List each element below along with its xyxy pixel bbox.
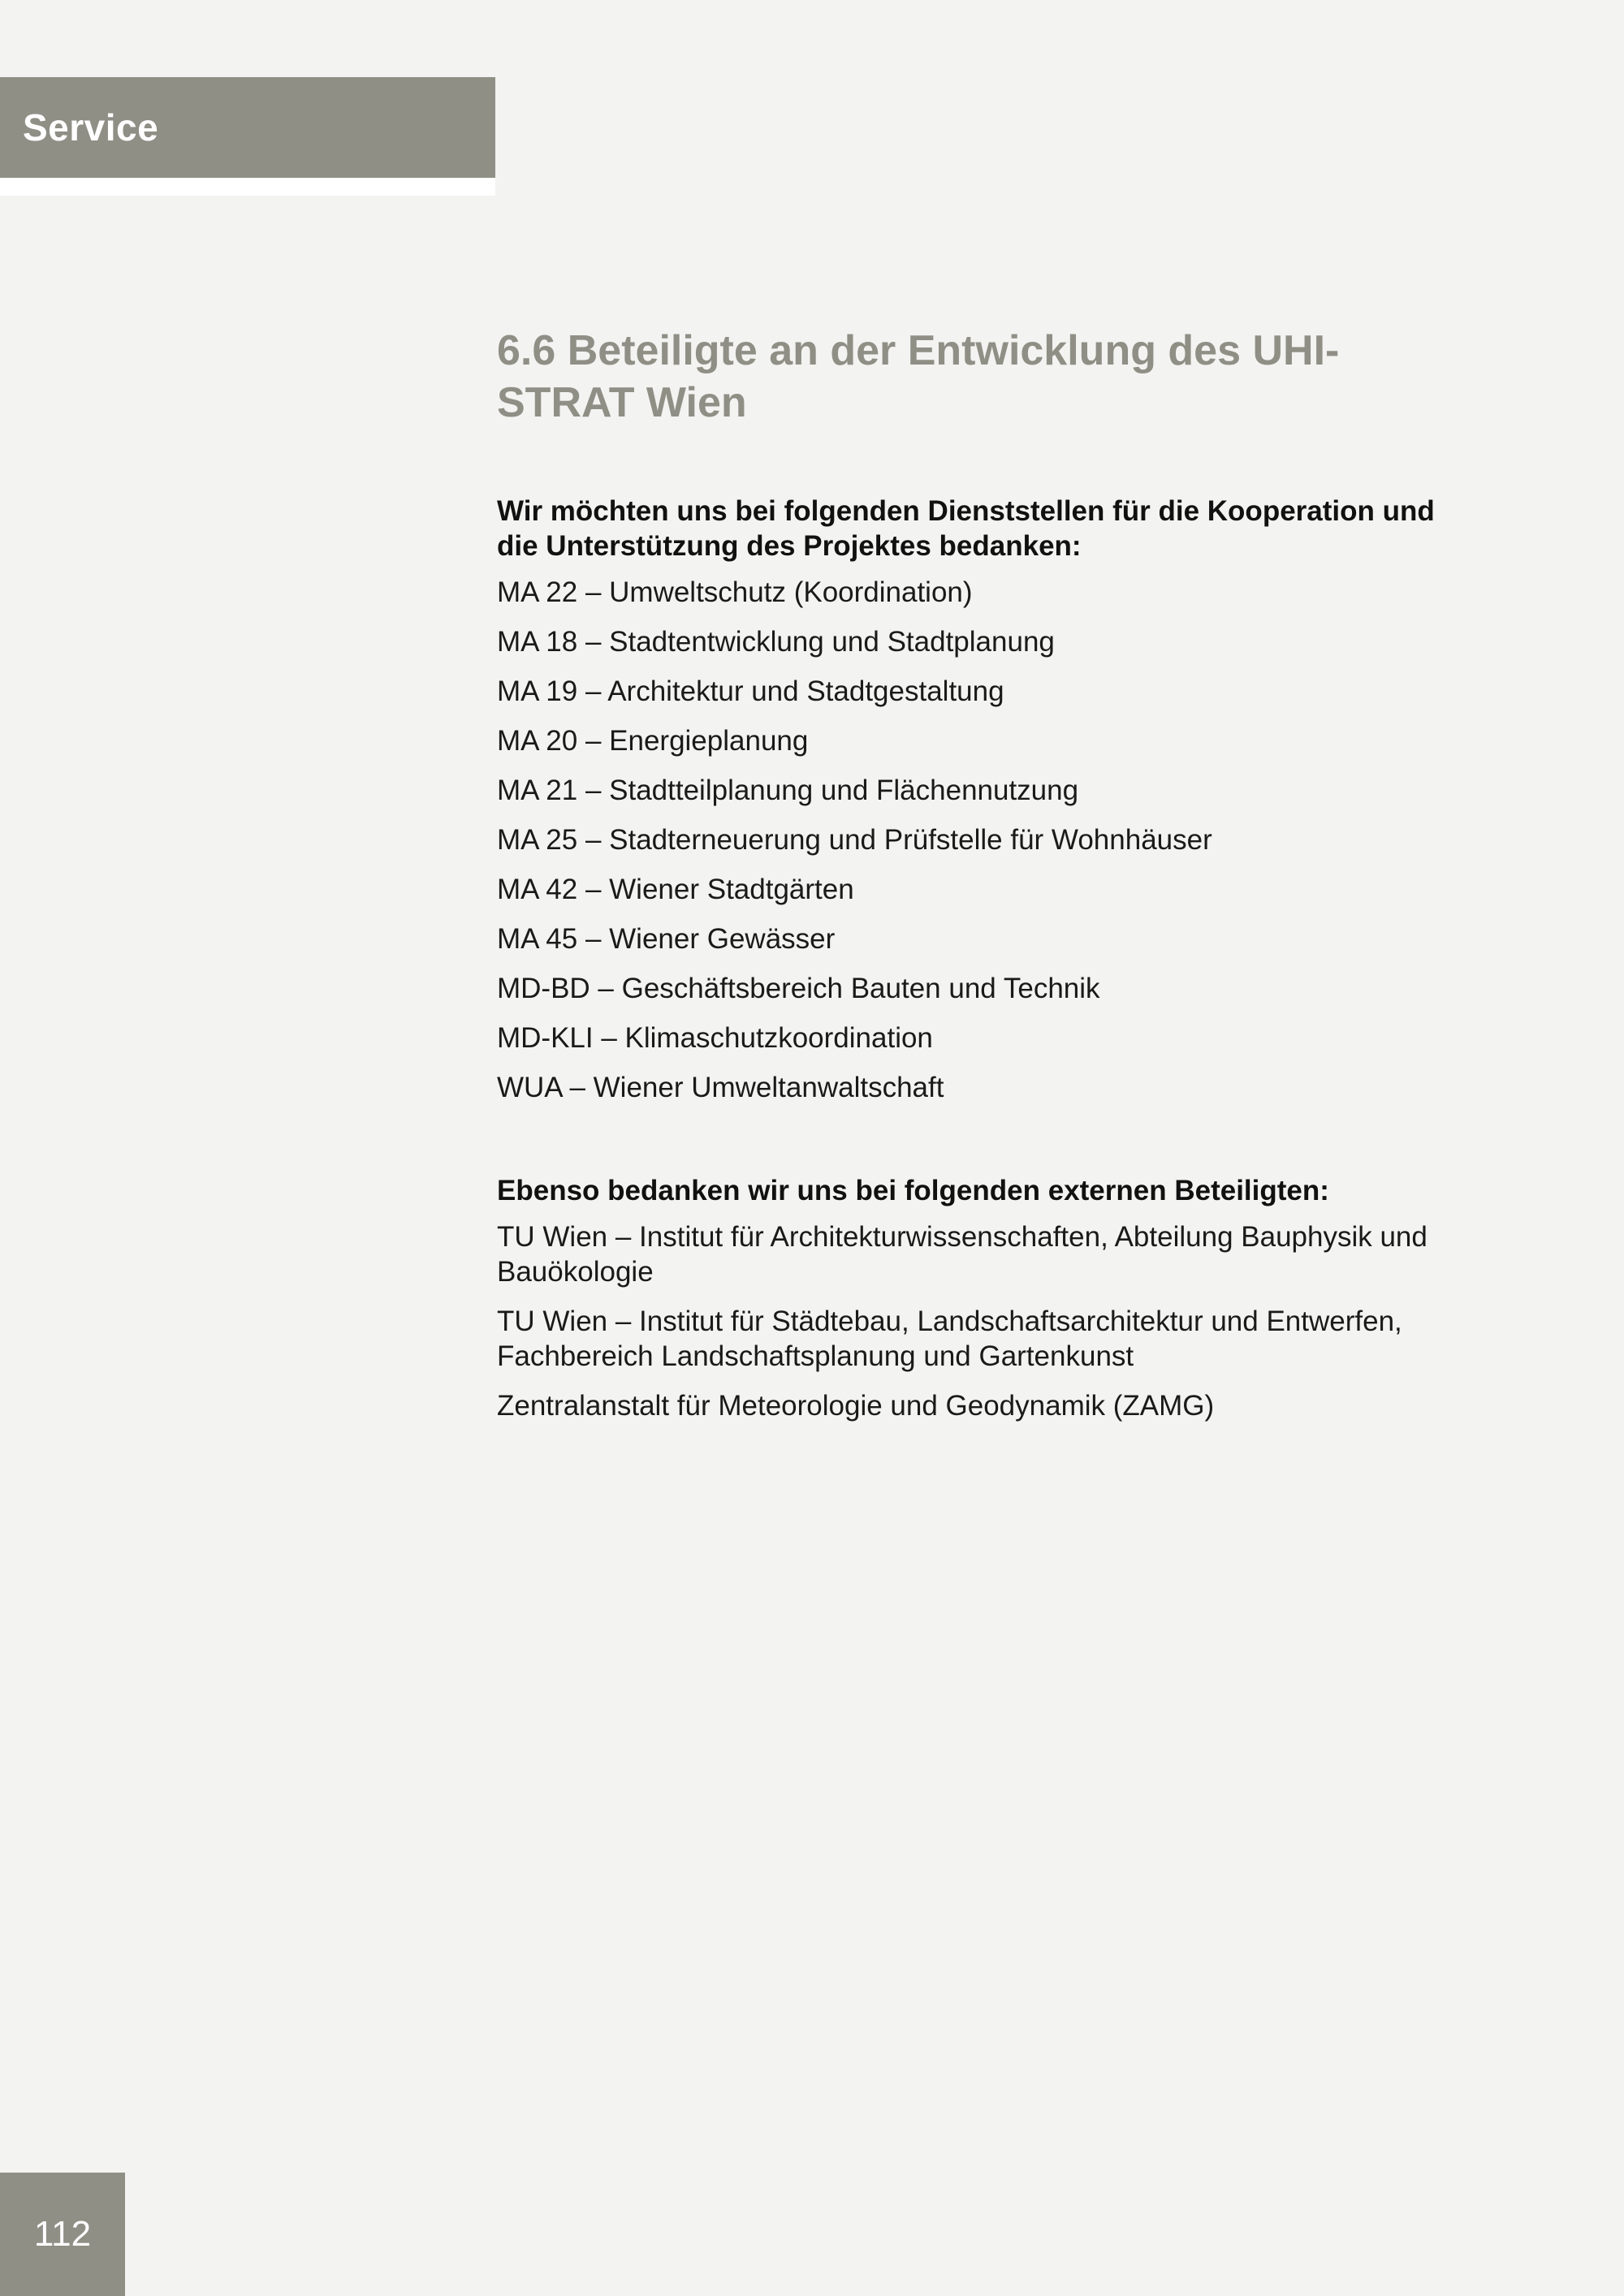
section-tab (0, 77, 495, 178)
list-item: MA 20 – Energieplanung (497, 725, 809, 757)
external-partners-list (497, 1219, 1439, 1423)
external-partners-section (497, 1173, 1439, 1423)
list-item: MA 22 – Umweltschutz (Koordination) (497, 576, 973, 608)
internal-partners-section (497, 494, 1439, 1105)
main-content (497, 325, 1439, 1423)
external-partners-heading: Ebenso bedanken wir uns bei folgenden externen Beteiligten: (497, 1175, 1329, 1206)
page-number: 112 (33, 2214, 92, 2254)
list-item: MA 21 – Stadtteilplanung und Flächennutzung (497, 775, 1079, 806)
list-item: MA 25 – Stadterneuerung und Prüfstelle für Wohnhäuser (497, 824, 1212, 856)
list-item: MA 18 – Stadtentwicklung und Stadtplanung (497, 626, 1055, 658)
list-item: Zentralanstalt für Meteorologie und Geodynamik (ZAMG) (497, 1390, 1215, 1422)
list-item: MA 19 – Architektur und Stadtgestaltung (497, 675, 1004, 707)
list-item: MA 42 – Wiener Stadtgärten (497, 874, 854, 905)
section-tab-underline (0, 178, 495, 196)
list-item: TU Wien – Institut für Architekturwissenschaften, Abteilung Bauphysik und Bauökologie (497, 1221, 1427, 1288)
section-label: Service (23, 106, 159, 149)
list-item: TU Wien – Institut für Städtebau, Landschaftsarchitektur und Entwerfen, Fachbereich Landschaftsplanung und Gartenkunst (497, 1306, 1402, 1372)
page-title: 6.6 Beteiligte an der Entwicklung des UHI-STRAT Wien (497, 327, 1340, 426)
list-item: WUA – Wiener Umweltanwaltschaft (497, 1072, 944, 1103)
page-number-box (0, 2173, 125, 2296)
internal-partners-heading: Wir möchten uns bei folgenden Dienststellen für die Kooperation und die Unterstützung des Projektes bedanken: (497, 495, 1435, 562)
list-item: MD-BD – Geschäftsbereich Bauten und Technik (497, 973, 1100, 1004)
list-item: MA 45 – Wiener Gewässer (497, 923, 836, 955)
internal-partners-list (497, 575, 1439, 1105)
list-item: MD-KLI – Klimaschutzkoordination (497, 1022, 933, 1054)
